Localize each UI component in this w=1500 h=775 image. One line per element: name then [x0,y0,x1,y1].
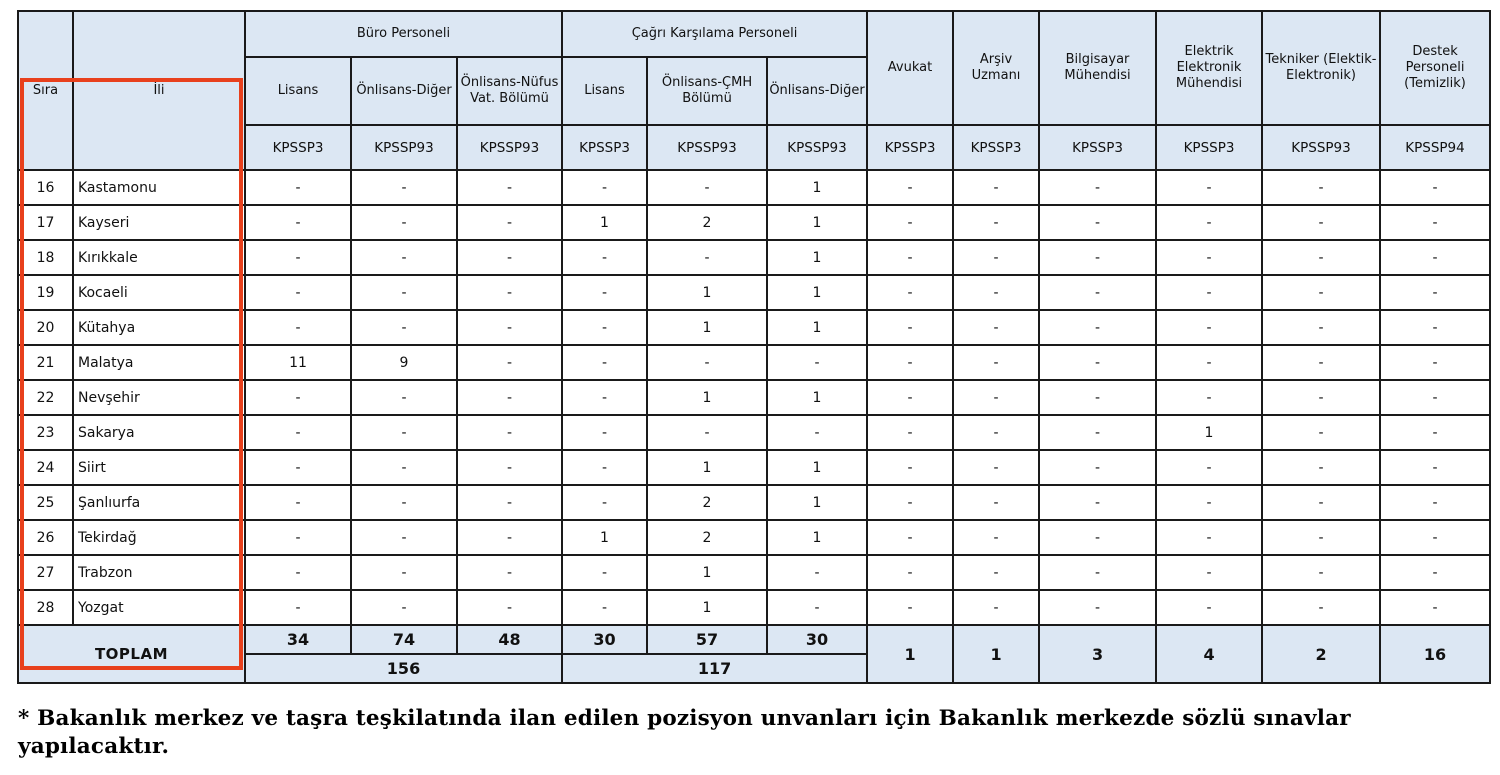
total-cagri-sum: 117 [562,654,867,683]
position-table [17,10,1491,684]
header-cagri-onlisans-cmh: Önlisans-ÇMH Bölümü [647,57,767,125]
row-value: - [1262,450,1380,485]
row-value: - [647,345,767,380]
row-value: - [1380,380,1490,415]
row-value: - [351,240,457,275]
total-tekniker: 2 [1262,625,1380,683]
row-value: - [245,380,351,415]
row-value: - [1262,205,1380,240]
row-value: 1 [647,590,767,625]
total-cell: 48 [457,625,562,654]
header-arsiv: Arşiv Uzmanı [953,11,1039,125]
row-value: - [1156,520,1262,555]
header-buro-onlisans-diger: Önlisans-Diğer [351,57,457,125]
row-sira: 16 [18,170,73,205]
row-value: - [647,170,767,205]
header-destek: Destek Personeli (Temizlik) [1380,11,1490,125]
row-value: - [1380,310,1490,345]
total-cell: 30 [767,625,867,654]
row-value: - [1380,240,1490,275]
row-value: - [1380,485,1490,520]
table-row [18,380,1490,415]
row-value: - [351,310,457,345]
row-value: - [867,555,953,590]
row-value: - [647,415,767,450]
document-table-wrapper [17,10,1489,684]
total-cell: 34 [245,625,351,654]
row-value: - [351,590,457,625]
row-value: - [351,555,457,590]
row-value: - [1380,415,1490,450]
row-value: - [1039,275,1156,310]
row-value: - [953,555,1039,590]
row-value: - [562,275,647,310]
row-value: - [457,590,562,625]
row-value: - [953,485,1039,520]
row-value: - [867,485,953,520]
row-value: - [245,205,351,240]
row-value: - [457,485,562,520]
row-value: - [245,590,351,625]
row-value: 9 [351,345,457,380]
row-il: Trabzon [73,555,245,590]
table-row [18,275,1490,310]
row-value: - [457,275,562,310]
row-value: - [1380,520,1490,555]
row-value: 2 [647,205,767,240]
row-value: - [953,170,1039,205]
row-value: - [562,240,647,275]
kpss-cell: KPSSP94 [1380,125,1490,170]
row-value: - [953,275,1039,310]
row-value: - [953,520,1039,555]
row-value: - [562,450,647,485]
row-il: Kırıkkale [73,240,245,275]
table-row [18,240,1490,275]
row-value: - [457,520,562,555]
table-totals [18,625,1490,683]
row-value: - [953,240,1039,275]
row-value: - [1039,345,1156,380]
row-value: - [1380,205,1490,240]
footnote: * Bakanlık merkez ve taşra teşkilatında ilan edilen pozisyon unvanları için Bakanlık merkezde sözlü sınavlar yapılacaktır. [18,706,1351,759]
row-value: - [245,485,351,520]
table-row [18,310,1490,345]
row-value: 1 [767,520,867,555]
row-value: - [867,310,953,345]
kpss-cell: KPSSP93 [1262,125,1380,170]
row-value: - [867,240,953,275]
kpss-cell: KPSSP3 [562,125,647,170]
row-value: - [1262,520,1380,555]
row-sira: 23 [18,415,73,450]
row-value: 1 [562,520,647,555]
row-value: 1 [767,240,867,275]
total-cell: 30 [562,625,647,654]
row-value: - [1039,520,1156,555]
row-value: - [245,170,351,205]
row-value: - [351,275,457,310]
row-value: - [867,205,953,240]
header-cagri-onlisans-diger: Önlisans-Diğer [767,57,867,125]
row-value: - [867,380,953,415]
row-value: - [351,170,457,205]
row-value: - [1156,240,1262,275]
row-value: - [245,555,351,590]
row-sira: 18 [18,240,73,275]
header-group-buro: Büro Personeli [245,11,562,57]
row-value: - [1380,450,1490,485]
row-value: - [245,520,351,555]
header-avukat: Avukat [867,11,953,125]
kpss-cell: KPSSP93 [767,125,867,170]
row-value: - [953,590,1039,625]
row-value: 1 [647,310,767,345]
row-value: 1 [767,310,867,345]
row-value: - [1156,485,1262,520]
header-ili: İli [73,11,245,170]
kpss-cell: KPSSP3 [867,125,953,170]
row-value: 2 [647,485,767,520]
row-value: - [1039,555,1156,590]
row-value: - [1156,380,1262,415]
row-value: - [457,415,562,450]
row-value: 1 [767,205,867,240]
row-value: - [1039,450,1156,485]
row-value: - [245,240,351,275]
row-value: - [1156,170,1262,205]
row-value: - [457,450,562,485]
row-value: - [457,380,562,415]
row-value: - [351,485,457,520]
row-value: - [767,345,867,380]
row-value: - [562,555,647,590]
row-value: - [1380,555,1490,590]
row-value: 1 [767,380,867,415]
row-value: - [245,415,351,450]
row-il: Kayseri [73,205,245,240]
row-value: - [1380,170,1490,205]
total-cell: 74 [351,625,457,654]
table-row [18,345,1490,380]
row-value: - [1262,275,1380,310]
total-cell: 57 [647,625,767,654]
header-buro-lisans: Lisans [245,57,351,125]
row-value: - [867,520,953,555]
row-value: - [767,415,867,450]
table-row [18,170,1490,205]
row-value: 1 [647,275,767,310]
row-value: - [1039,310,1156,345]
header-cagri-lisans: Lisans [562,57,647,125]
row-value: - [1156,205,1262,240]
row-value: 1 [767,450,867,485]
row-value: 11 [245,345,351,380]
total-arsiv: 1 [953,625,1039,683]
row-value: - [1039,380,1156,415]
row-value: - [647,240,767,275]
total-elektrik: 4 [1156,625,1262,683]
row-value: - [562,310,647,345]
row-il: Şanlıurfa [73,485,245,520]
totals-label: TOPLAM [18,625,245,683]
table-body [18,170,1490,625]
row-value: - [1156,590,1262,625]
total-avukat: 1 [867,625,953,683]
table-header [18,11,1490,170]
row-value: 1 [767,275,867,310]
table-row [18,415,1490,450]
kpss-cell: KPSSP93 [647,125,767,170]
row-value: - [562,590,647,625]
row-value: - [351,380,457,415]
row-value: - [1039,415,1156,450]
row-value: - [767,590,867,625]
row-value: - [1262,415,1380,450]
row-value: 1 [767,170,867,205]
row-value: - [1262,240,1380,275]
header-bilgisayar: Bilgisayar Mühendisi [1039,11,1156,125]
row-sira: 20 [18,310,73,345]
row-value: - [457,240,562,275]
row-il: Tekirdağ [73,520,245,555]
kpss-cell: KPSSP93 [457,125,562,170]
row-il: Kastamonu [73,170,245,205]
row-value: - [1039,485,1156,520]
row-value: - [1156,275,1262,310]
row-value: - [1262,345,1380,380]
row-value: - [1156,450,1262,485]
row-value: 1 [1156,415,1262,450]
row-value: - [953,345,1039,380]
row-value: 1 [647,555,767,590]
row-value: - [1039,590,1156,625]
row-value: - [1262,380,1380,415]
row-sira: 19 [18,275,73,310]
row-value: - [1156,345,1262,380]
row-value: - [1039,205,1156,240]
table-row [18,590,1490,625]
row-value: - [1380,590,1490,625]
row-value: - [953,450,1039,485]
table-row [18,485,1490,520]
row-value: - [457,170,562,205]
row-value: - [457,310,562,345]
row-value: 1 [767,485,867,520]
row-value: - [351,205,457,240]
row-il: Yozgat [73,590,245,625]
row-sira: 27 [18,555,73,590]
row-value: - [562,380,647,415]
kpss-cell: KPSSP3 [953,125,1039,170]
row-value: - [1262,170,1380,205]
total-buro-sum: 156 [245,654,562,683]
kpss-cell: KPSSP3 [1156,125,1262,170]
kpss-cell: KPSSP3 [245,125,351,170]
header-group-cagri: Çağrı Karşılama Personeli [562,11,867,57]
row-sira: 21 [18,345,73,380]
row-value: - [867,415,953,450]
row-value: - [1262,485,1380,520]
header-tekniker: Tekniker (Elektik-Elektronik) [1262,11,1380,125]
row-value: 1 [562,205,647,240]
row-value: - [562,170,647,205]
row-il: Sakarya [73,415,245,450]
row-value: - [1156,555,1262,590]
total-bilgisayar: 3 [1039,625,1156,683]
header-buro-onlisans-nufus: Önlisans-Nüfus Vat. Bölümü [457,57,562,125]
row-value: - [245,450,351,485]
row-value: - [953,310,1039,345]
row-value: - [1039,170,1156,205]
table-row [18,555,1490,590]
row-value: - [457,555,562,590]
table-row [18,450,1490,485]
row-il: Kütahya [73,310,245,345]
row-value: - [562,415,647,450]
row-value: - [1156,310,1262,345]
row-value: - [457,345,562,380]
row-value: - [767,555,867,590]
row-il: Kocaeli [73,275,245,310]
row-value: - [1262,555,1380,590]
header-sira: Sıra [18,11,73,170]
row-value: - [457,205,562,240]
row-sira: 28 [18,590,73,625]
row-value: 1 [647,380,767,415]
kpss-cell: KPSSP93 [351,125,457,170]
row-value: - [867,170,953,205]
row-value: - [867,345,953,380]
row-value: - [1262,310,1380,345]
row-sira: 26 [18,520,73,555]
row-value: - [245,310,351,345]
row-value: - [953,380,1039,415]
row-value: 2 [647,520,767,555]
header-elektrik: Elektrik Elektronik Mühendisi [1156,11,1262,125]
row-sira: 17 [18,205,73,240]
table-row [18,520,1490,555]
row-value: - [351,520,457,555]
kpss-cell: KPSSP3 [1039,125,1156,170]
row-il: Malatya [73,345,245,380]
row-value: 1 [647,450,767,485]
row-value: - [1380,345,1490,380]
row-sira: 24 [18,450,73,485]
row-value: - [867,590,953,625]
row-value: - [351,415,457,450]
row-sira: 25 [18,485,73,520]
row-il: Siirt [73,450,245,485]
row-value: - [953,415,1039,450]
row-value: - [562,485,647,520]
row-value: - [245,275,351,310]
row-sira: 22 [18,380,73,415]
row-value: - [867,450,953,485]
row-value: - [562,345,647,380]
row-value: - [867,275,953,310]
row-value: - [351,450,457,485]
row-value: - [1380,275,1490,310]
total-destek: 16 [1380,625,1490,683]
row-value: - [1039,240,1156,275]
row-value: - [953,205,1039,240]
row-il: Nevşehir [73,380,245,415]
row-value: - [1262,590,1380,625]
table-row [18,205,1490,240]
